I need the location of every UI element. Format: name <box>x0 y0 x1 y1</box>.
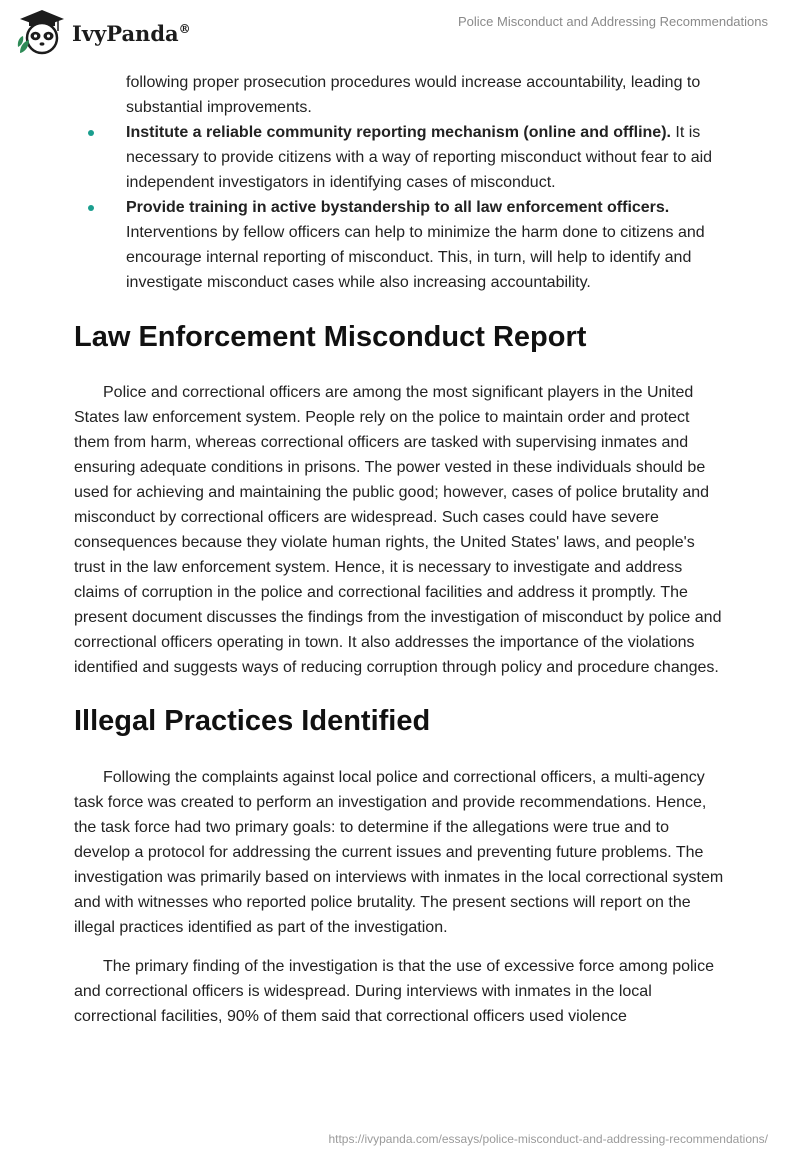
document-title: Police Misconduct and Addressing Recommendations <box>457 14 768 29</box>
list-item-bold: Institute a reliable community reporting mechanism (online and offline). <box>126 124 671 141</box>
source-url[interactable]: https://ivypanda.com/essays/police-misconduct-and-addressing-recommendations/ <box>328 1132 768 1146</box>
list-item-bold: Provide training in active bystandership to all law enforcement officers. <box>126 199 670 216</box>
page-header <box>0 0 800 64</box>
paragraph: The primary finding of the investigation is that the use of excessive force among police and correctional officers is widespread. During interviews with inmates in the local correctional facilities, 90% of them said that correctional officers used violence <box>74 958 714 1025</box>
list-item-text: It is necessary to provide citizens with a way of reporting misconduct without fear to aid independent investigators in identifying cases of misconduct. <box>126 124 713 191</box>
list-item <box>74 195 724 295</box>
registered-mark: ® <box>178 21 191 36</box>
section-heading-illegal-practices: Illegal Practices Identified <box>74 705 431 737</box>
panda-graduate-icon <box>14 7 70 57</box>
bullet-dot-icon <box>88 130 94 136</box>
list-item-text: Interventions by fellow officers can help to minimize the harm done to citizens and encourage internal reporting of misconduct. This, in turn, will help to identify and investigate misconduct cases while also increasing accountability. <box>126 224 705 291</box>
section-heading-law-enforcement: Law Enforcement Misconduct Report <box>74 321 587 353</box>
bullet-dot-icon <box>88 205 94 211</box>
list-item <box>74 120 724 195</box>
ivypanda-logo[interactable] <box>14 7 191 57</box>
essay-content <box>74 70 724 1029</box>
list-item <box>74 70 724 120</box>
paragraph: Police and correctional officers are among the most significant players in the United States law enforcement system. People rely on the police to maintain order and protect them from harm, whereas correctional officers are tasked with supervising inmates and ensuring adequate conditions in prisons. The power vested in these individuals should be used for achieving and maintaining the public good; however, cases of police brutality and misconduct by correctional officers are widespread. Such cases could have severe consequences because they violate human rights, the United States' laws, and people's trust in the law enforcement system. Hence, it is necessary to investigate and address claims of corruption in the police and correctional facilities and address it promptly. The present document discusses the findings from the investigation of misconduct by police and correctional officers operating in town. It also addresses the importance of the violations identified and suggests ways of reducing corruption through policy and procedure changes. <box>74 384 722 676</box>
list-item-text: following proper prosecution procedures would increase accountability, leading to substantial improvements. <box>126 74 701 116</box>
recommendation-list <box>74 70 724 295</box>
logo-text: IvyPanda <box>72 20 179 46</box>
paragraph: Following the complaints against local police and correctional officers, a multi-agency task force was created to perform an investigation and provide recommendations. Hence, the task force had two primary goals: to determine if the allegations were true and to develop a protocol for addressing the current issues and preventing future problems. The investigation was primarily based on interviews with inmates in the local correctional system and with witnesses who reported police brutality. The present sections will report on the illegal practices identified as part of the investigation. <box>74 769 724 936</box>
